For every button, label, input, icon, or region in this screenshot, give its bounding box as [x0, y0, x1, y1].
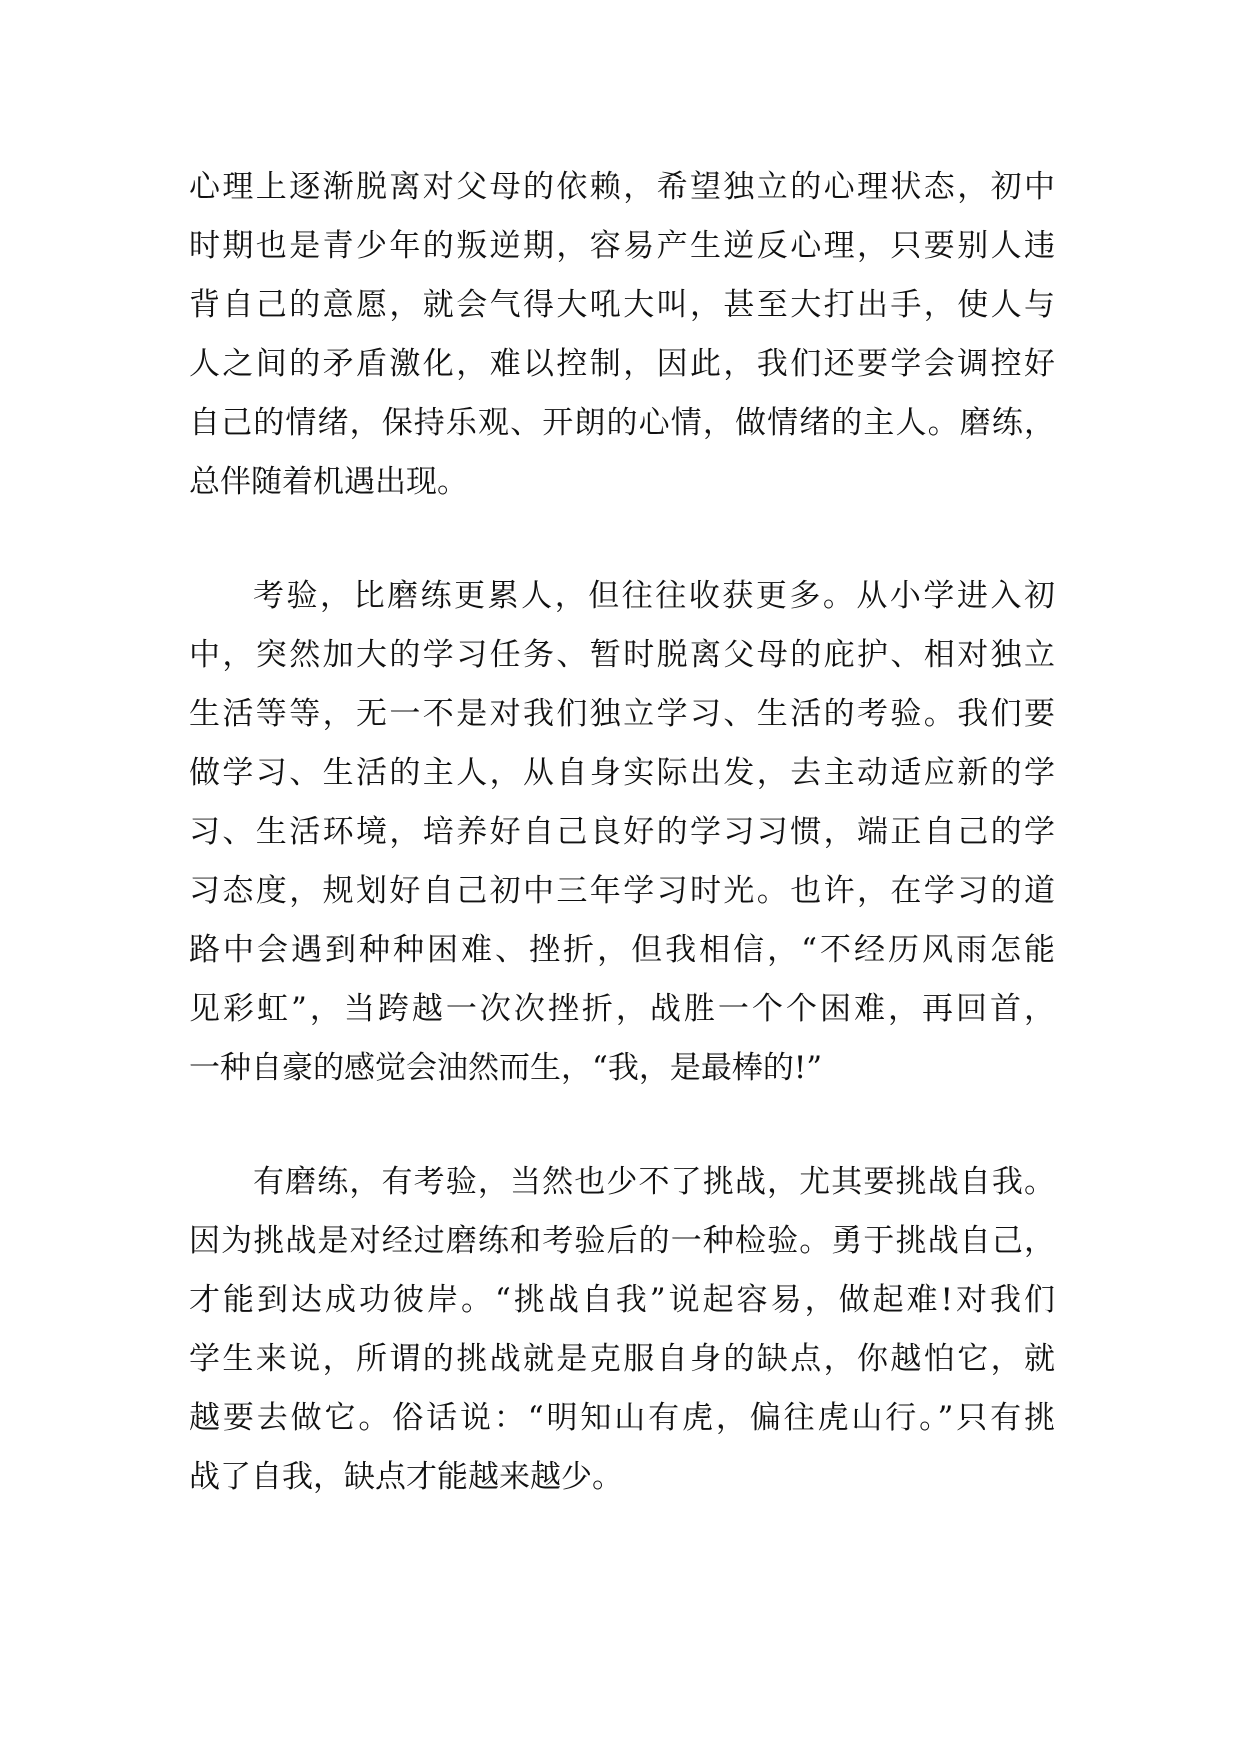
paragraph-line: 路中会遇到种种困难、挫折，但我相信，“不经历风雨怎能: [189, 932, 1055, 968]
paragraph-line: 生活等等，无一不是对我们独立学习、生活的考验。我们要: [189, 696, 1055, 732]
paragraph-line: 总伴随着机遇出现。: [189, 464, 468, 500]
paragraph-line: 心理上逐渐脱离对父母的依赖，希望独立的心理状态，初中: [189, 169, 1055, 205]
paragraph-line: 一种自豪的感觉会油然而生，“我，是最棒的!”: [189, 1050, 823, 1086]
paragraph-line: 时期也是青少年的叛逆期，容易产生逆反心理，只要别人违: [189, 228, 1055, 264]
paragraph-line: 才能到达成功彼岸。“挑战自我”说起容易，做起难!对我们: [189, 1282, 1055, 1318]
paragraph-line: 背自己的意愿，就会气得大吼大叫，甚至大打出手，使人与: [189, 287, 1055, 323]
paragraph-line: 学生来说，所谓的挑战就是克服自身的缺点，你越怕它，就: [189, 1341, 1055, 1377]
paragraph-line: 考验，比磨练更累人，但往往收获更多。从小学进入初: [253, 578, 1055, 614]
paragraph-line: 因为挑战是对经过磨练和考验后的一种检验。勇于挑战自己，: [189, 1223, 1055, 1259]
paragraph-line: 人之间的矛盾激化，难以控制，因此，我们还要学会调控好: [189, 346, 1055, 382]
paragraph-line: 中，突然加大的学习任务、暂时脱离父母的庇护、相对独立: [189, 637, 1055, 673]
paragraph-line: 越要去做它。俗话说：“明知山有虎，偏往虎山行。”只有挑: [189, 1400, 1055, 1436]
paragraph-line: 习、生活环境，培养好自己良好的学习习惯，端正自己的学: [189, 814, 1055, 850]
paragraph-line: 自己的情绪，保持乐观、开朗的心情，做情绪的主人。磨练，: [189, 405, 1055, 441]
paragraph-line: 战了自我，缺点才能越来越少。: [189, 1459, 623, 1495]
paragraph-line: 做学习、生活的主人，从自身实际出发，去主动适应新的学: [189, 755, 1055, 791]
paragraph-1: [189, 158, 1055, 512]
paragraph-line: 习态度，规划好自己初中三年学习时光。也许，在学习的道: [189, 873, 1055, 909]
paragraph-line: 有磨练，有考验，当然也少不了挑战，尤其要挑战自我。: [253, 1164, 1055, 1200]
paragraph-line: 见彩虹”，当跨越一次次挫折，战胜一个个困难，再回首，: [189, 991, 1055, 1027]
paragraph-2: [189, 567, 1055, 1098]
paragraph-3: [189, 1153, 1055, 1507]
